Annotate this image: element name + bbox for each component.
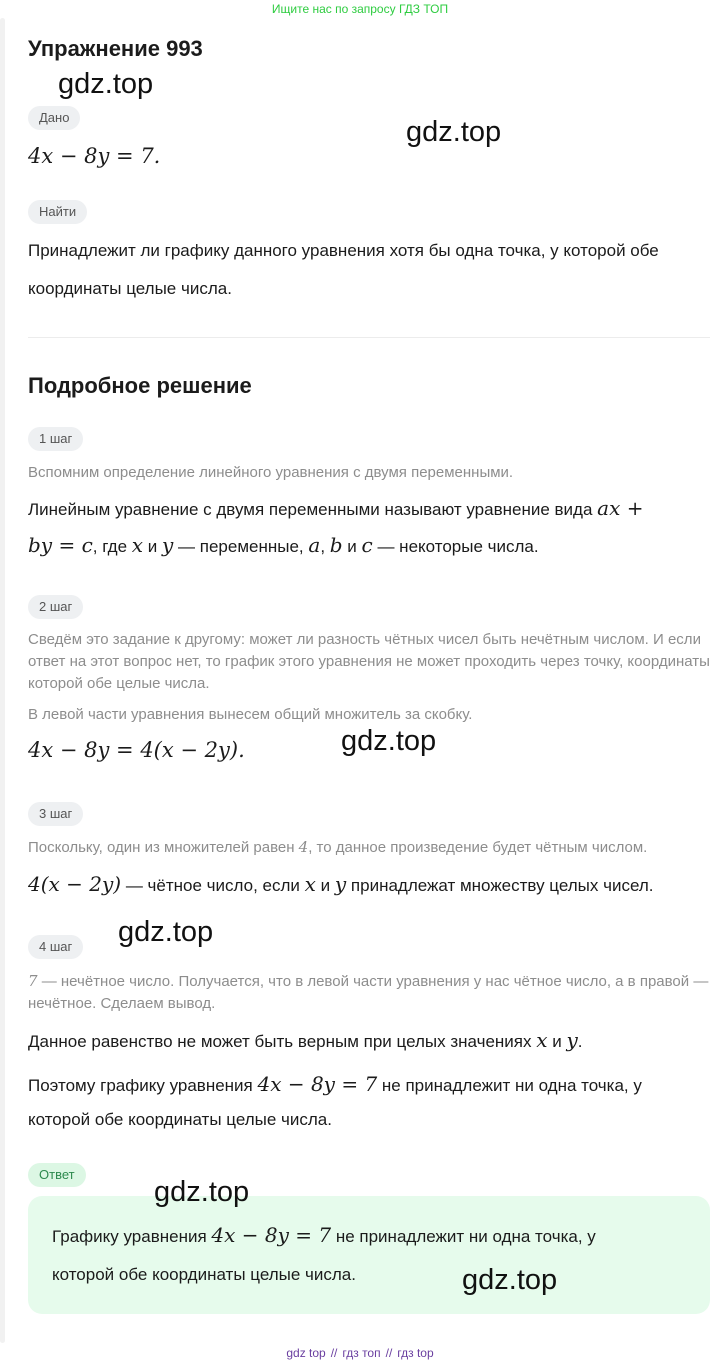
find-text-line-1: Принадлежит ли графику данного уравнения хотя бы одна точка, у которой обе	[28, 241, 659, 260]
find-chip: Найти	[28, 200, 87, 224]
left-rail	[0, 18, 5, 1343]
footer-links	[0, 1346, 720, 1360]
step-1-chip: 1 шаг	[28, 427, 83, 451]
step-1-math: b	[329, 533, 343, 557]
step-1-math: c	[361, 533, 373, 557]
step-1-text: , где	[92, 537, 132, 556]
step-4-text: Поэтому графику уравнения	[28, 1076, 258, 1095]
step-3-hint-text: , то данное произведение будет чётным числом.	[308, 839, 648, 856]
step-3-math: x	[304, 872, 316, 896]
answer-line-1	[52, 1216, 692, 1256]
step-3-chip: 3 шаг	[28, 802, 83, 826]
step-3-text	[28, 872, 710, 896]
step-4-text: и	[547, 1032, 567, 1051]
step-1-math: a	[308, 533, 321, 557]
step-3-text-part: и	[315, 876, 335, 895]
step-1-math: by = c	[28, 533, 93, 557]
step-3-math: y	[334, 872, 347, 896]
step-3-text-part: — чётное число, если	[121, 876, 305, 895]
step-3-hint	[28, 836, 710, 859]
answer-text-part: Графику уравнения	[52, 1227, 212, 1246]
step-4-text: Данное равенство не может быть верным при целых значениях	[28, 1032, 537, 1051]
exercise-title: Упражнение 993	[28, 36, 203, 61]
step-4-text: .	[577, 1032, 583, 1051]
step-3-math: 4(x − 2y)	[28, 872, 122, 896]
step-1-text: и	[342, 537, 362, 556]
watermark: gdz.top	[341, 725, 437, 757]
step-1-text: ,	[320, 537, 330, 556]
step-2-hint-2: В левой части уравнения вынесем общий множитель за скобку.	[28, 706, 473, 723]
watermark: gdz.top	[154, 1176, 250, 1208]
step-4-chip: 4 шаг	[28, 935, 83, 959]
step-2-formula: 4x − 8y = 4(x − 2y).	[28, 738, 245, 762]
step-4-result-line-1	[28, 1072, 710, 1096]
step-1-math: ax +	[597, 496, 644, 520]
step-4-hint	[28, 970, 710, 1015]
answer-text-part: не принадлежит ни одна точка, у	[331, 1227, 596, 1246]
watermark: gdz.top	[58, 68, 154, 100]
step-4-math: x	[536, 1028, 548, 1052]
step-2-chip: 2 шаг	[28, 595, 83, 619]
given-formula: 4x − 8y = 7.	[28, 144, 161, 168]
watermark: gdz.top	[406, 116, 502, 148]
step-1-text: — переменные,	[173, 537, 309, 556]
find-text-line-2: координаты целые числа.	[28, 279, 232, 298]
step-1-math: y	[162, 533, 174, 557]
step-1-text: — некоторые числа.	[372, 537, 539, 556]
step-1-text: и	[143, 537, 162, 556]
step-2-hint-1: Сведём это задание к другому: может ли разность чётных чисел быть нечётным числом. И если ответ на этот вопрос нет, то график этого уравнения не может проходить через точку, координаты которой обе целые числа.	[28, 631, 710, 692]
footer-link-gdz-top[interactable]: gdz top	[286, 1346, 326, 1360]
step-1-text: Линейным уравнение с двумя переменными называют уравнение вида	[28, 500, 598, 519]
step-4-text: не принадлежит ни одна точка, у	[377, 1076, 642, 1095]
step-3-hint-text: Поскольку, один из множителей равен	[28, 839, 299, 856]
given-chip: Дано	[28, 106, 80, 130]
watermark: gdz.top	[118, 916, 214, 948]
answer-box	[28, 1196, 710, 1314]
footer-separator: //	[385, 1346, 393, 1360]
solution-heading: Подробное решение	[28, 373, 252, 398]
footer-link-gdz-top-ru[interactable]: гдз топ	[342, 1346, 381, 1360]
answer-chip: Ответ	[28, 1163, 86, 1187]
search-promo: Ищите нас по запросу ГДЗ ТОП	[271, 2, 449, 16]
step-3-hint-math: 4	[298, 838, 309, 856]
step-4-hint-text: — нечётное число. Получается, что в левой части уравнения у нас чётное число, а в правой — нечётное. Сделаем вывод.	[28, 973, 709, 1012]
watermark: gdz.top	[462, 1264, 558, 1296]
step-4-result-line-2: которой обе координаты целые числа.	[28, 1110, 332, 1129]
answer-text	[52, 1216, 692, 1294]
step-1-text-line-1	[28, 496, 710, 520]
footer-separator: //	[330, 1346, 338, 1360]
step-1-text-line-2	[28, 533, 710, 557]
answer-line-2: которой обе координаты целые числа.	[52, 1265, 356, 1284]
step-4-math: y	[566, 1028, 578, 1052]
step-4-math: 4x − 8y = 7	[257, 1072, 378, 1096]
footer-link-gdz-top-mixed[interactable]: гдз top	[397, 1346, 434, 1360]
answer-math: 4x − 8y = 7	[211, 1223, 332, 1247]
step-4-hint-math: 7	[28, 972, 38, 990]
step-1-hint: Вспомним определение линейного уравнения с двумя переменными.	[28, 464, 514, 481]
step-1-math: x	[131, 533, 144, 557]
step-4-conclusion	[28, 1028, 710, 1052]
divider	[28, 337, 710, 338]
step-3-text-part: принадлежат множеству целых чисел.	[346, 876, 654, 895]
